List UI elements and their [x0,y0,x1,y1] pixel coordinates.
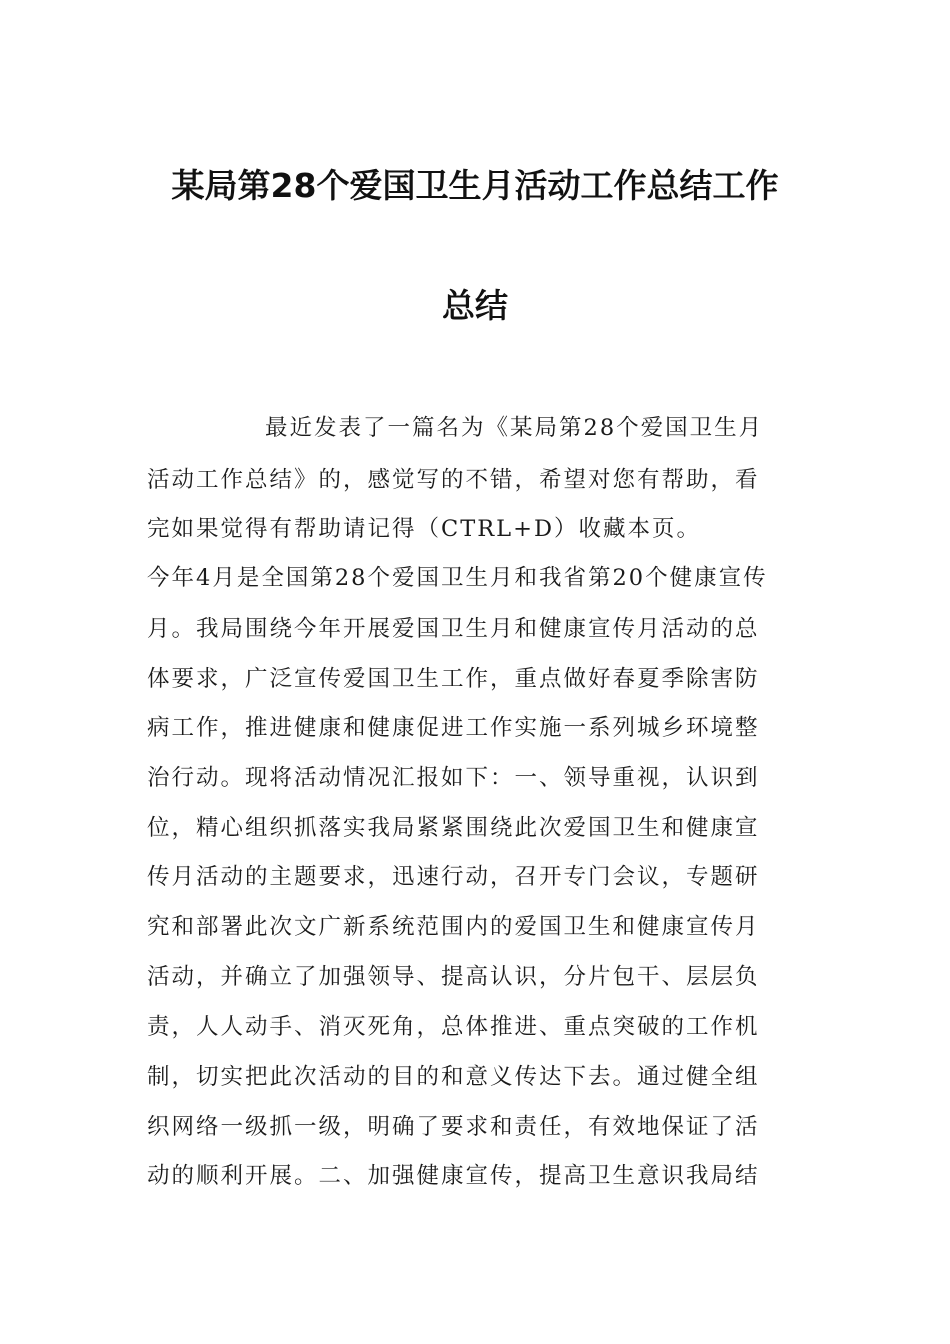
body-line: 体要求，广泛宣传爱国卫生工作，重点做好春夏季除害防 [147,666,760,692]
body-line: 活动，并确立了加强领导、提高认识，分片包干、层层负 [147,964,760,990]
document-title-line-1: 某局第28个爱国卫生月活动工作总结工作 [171,166,779,205]
body-line: 治行动。现将活动情况汇报如下：一、领导重视，认识到 [147,765,760,791]
body-line: 制，切实把此次活动的目的和意义传达下去。通过健全组 [147,1064,760,1090]
intro-line: 最近发表了一篇名为《某局第28个爱国卫生月 [265,415,764,441]
document-title-line-2: 总结 [442,286,508,325]
body-line: 今年4月是全国第28个爱国卫生月和我省第20个健康宣传 [147,565,768,591]
body-line: 病工作，推进健康和健康促进工作实施一系列城乡环境整 [147,715,760,741]
body-line: 动的顺利开展。二、加强健康宣传，提高卫生意识我局结 [147,1163,760,1189]
body-line: 位，精心组织抓落实我局紧紧围绕此次爱国卫生和健康宣 [147,815,760,841]
body-line: 责，人人动手、消灭死角，总体推进、重点突破的工作机 [147,1014,760,1040]
intro-line: 活动工作总结》的，感觉写的不错，希望对您有帮助，看 [147,467,760,493]
body-line: 织网络一级抓一级，明确了要求和责任，有效地保证了活 [147,1114,760,1140]
body-line: 月。我局围绕今年开展爱国卫生月和健康宣传月活动的总 [147,616,760,642]
intro-line: 完如果觉得有帮助请记得（CTRL+D）收藏本页。 [147,516,701,542]
body-line: 传月活动的主题要求，迅速行动，召开专门会议，专题研 [147,864,760,890]
body-line: 究和部署此次文广新系统范围内的爱国卫生和健康宣传月 [147,914,760,940]
